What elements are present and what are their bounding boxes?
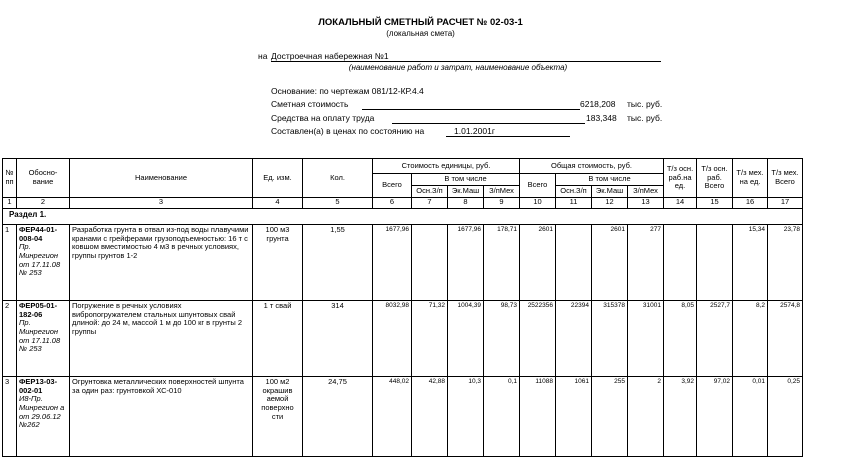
- header-unit-total: Всего: [373, 174, 412, 198]
- wage-underline: [392, 123, 585, 124]
- header-unit-zp-mekh: З/пМех: [484, 186, 520, 198]
- row-c14: 3,92: [664, 377, 697, 457]
- col-number: 12: [592, 198, 628, 209]
- row-code: ФЕР44-01-008-04: [19, 225, 58, 243]
- row-c8: 10,3: [448, 377, 484, 457]
- header-basis: Обосно- вание: [17, 159, 70, 198]
- table-row: [3, 225, 803, 301]
- col-number: 10: [520, 198, 556, 209]
- row-code-cell: [17, 225, 70, 301]
- row-c12: 315378: [592, 301, 628, 377]
- header-tz-mekh-total: Т/з мех. Всего: [768, 159, 803, 198]
- row-c11: [556, 225, 592, 301]
- row-c8: 1677,96: [448, 225, 484, 301]
- cost-value: 6218,208: [580, 99, 616, 109]
- row-c6: 448,02: [373, 377, 412, 457]
- row-c10: 2601: [520, 225, 556, 301]
- row-c15: 97,02: [697, 377, 733, 457]
- row-c10: 11088: [520, 377, 556, 457]
- row-c14: [664, 225, 697, 301]
- col-number: 14: [664, 198, 697, 209]
- cost-underline: [362, 109, 580, 110]
- row-c14: 8,05: [664, 301, 697, 377]
- row-c10: 2522356: [520, 301, 556, 377]
- header-sum-ek-mash: Эк.Маш: [592, 186, 628, 198]
- row-code-cell: [17, 377, 70, 457]
- col-number: 16: [733, 198, 768, 209]
- row-code-note: Пр. Минрегион от 17.11.08 № 253: [19, 318, 61, 354]
- prices-label: Составлен(а) в ценах по состоянию на: [271, 126, 425, 136]
- row-c13: 31001: [628, 301, 664, 377]
- row-c13: 2: [628, 377, 664, 457]
- header-sum-incl: В том числе: [556, 174, 664, 186]
- col-number: 5: [303, 198, 373, 209]
- col-number: 1: [3, 198, 17, 209]
- col-number: 4: [253, 198, 303, 209]
- row-c12: 2601: [592, 225, 628, 301]
- header-unit: Ед. изм.: [253, 159, 303, 198]
- col-number: 9: [484, 198, 520, 209]
- estimate-title: ЛОКАЛЬНЫЙ СМЕТНЫЙ РАСЧЕТ № 02-03-1: [318, 17, 523, 28]
- col-number: 8: [448, 198, 484, 209]
- row-c17: 0,25: [768, 377, 803, 457]
- header-tz-osn-total: Т/з осн. раб. Всего: [697, 159, 733, 198]
- header-sum-osn-zp: Осн.З/п: [556, 186, 592, 198]
- row-c6: 8032,98: [373, 301, 412, 377]
- row-c9: 0,1: [484, 377, 520, 457]
- row-c7: [412, 225, 448, 301]
- row-c16: 8,2: [733, 301, 768, 377]
- row-name: Погружение в речных условиях вибропогружателем стальных шпунтовых свай длиной: до 24 м, массой 1 м до 100 кг в грунты 2 группы: [70, 301, 253, 377]
- row-c7: 42,88: [412, 377, 448, 457]
- table-row: [3, 377, 803, 457]
- row-code-note: И8-Пр. Минрегион а от 29.06.12 №262: [19, 394, 65, 430]
- estimate-table: [2, 158, 803, 457]
- row-unit: 100 м2 окрашив аемой поверхно сти: [253, 377, 303, 457]
- row-num: 3: [3, 377, 17, 457]
- header-tz-osn-unit: Т/з осн. раб.на ед.: [664, 159, 697, 198]
- object-hint: (наименование работ и затрат, наименование объекта): [348, 63, 568, 72]
- wage-value: 183,348: [586, 113, 617, 123]
- row-code: ФЕР13-03-002-01: [19, 377, 58, 395]
- header-unit-osn-zp: Осн.З/п: [412, 186, 448, 198]
- col-number: 7: [412, 198, 448, 209]
- col-number: 13: [628, 198, 664, 209]
- row-c15: 2527,7: [697, 301, 733, 377]
- row-c9: 178,71: [484, 225, 520, 301]
- header-sum-zp-mekh: З/пМех: [628, 186, 664, 198]
- estimate-subtitle: (локальная смета): [386, 29, 455, 38]
- row-qty: 1,55: [303, 225, 373, 301]
- row-c16: 15,34: [733, 225, 768, 301]
- wage-label: Средства на оплату труда: [271, 113, 375, 123]
- row-code: ФЕР05-01-182-06: [19, 301, 58, 319]
- wage-unit: тыс. руб.: [627, 113, 663, 123]
- section-title: Раздел 1.: [3, 209, 803, 225]
- row-unit: 100 м3 грунта: [253, 225, 303, 301]
- cost-label: Сметная стоимость: [271, 99, 349, 109]
- row-c16: 0,01: [733, 377, 768, 457]
- cost-unit: тыс. руб.: [627, 99, 663, 109]
- col-number: 11: [556, 198, 592, 209]
- header-name: Наименование: [70, 159, 253, 198]
- row-c15: [697, 225, 733, 301]
- row-c9: 98,73: [484, 301, 520, 377]
- row-c17: 2574,8: [768, 301, 803, 377]
- row-num: 2: [3, 301, 17, 377]
- header-total-cost: Общая стоимость, руб.: [520, 159, 664, 174]
- header-sum-total: Всего: [520, 174, 556, 198]
- row-c6: 1677,96: [373, 225, 412, 301]
- header-unit-cost: Стоимость единицы, руб.: [373, 159, 520, 174]
- basis-text: Основание: по чертежам 081/12-КР.4.4: [271, 86, 424, 96]
- col-number: 2: [17, 198, 70, 209]
- col-number: 3: [70, 198, 253, 209]
- row-name: Огрунтовка металлических поверхностей шпунта за один раз: грунтовкой ХС-010: [70, 377, 253, 457]
- prices-line: [446, 126, 570, 137]
- col-number: 17: [768, 198, 803, 209]
- row-code-note: Пр. Минрегион от 17.11.08 № 253: [19, 242, 61, 278]
- header-unit-ek-mash: Эк.Маш: [448, 186, 484, 198]
- row-num: 1: [3, 225, 17, 301]
- header-qty: Кол.: [303, 159, 373, 198]
- row-qty: 24,75: [303, 377, 373, 457]
- row-c8: 1004,39: [448, 301, 484, 377]
- row-c13: 277: [628, 225, 664, 301]
- header-tz-mekh-unit: Т/з мех. на ед.: [733, 159, 768, 198]
- col-number: 15: [697, 198, 733, 209]
- object-name: Достроечная набережная №1: [271, 51, 661, 62]
- row-unit: 1 т свай: [253, 301, 303, 377]
- row-c11: 1061: [556, 377, 592, 457]
- row-code-cell: [17, 301, 70, 377]
- row-c17: 23,78: [768, 225, 803, 301]
- header-num: № пп: [3, 159, 17, 198]
- row-qty: 314: [303, 301, 373, 377]
- object-label: на: [258, 51, 268, 61]
- prices-value: 1.01.2001г: [454, 126, 495, 136]
- row-name: Разработка грунта в отвал из-под воды плавучими кранами с грейферами грузоподъемностью: 16 т с ковшом вместимостью 4 м3 в речных условиях, группы грунтов 1-2: [70, 225, 253, 301]
- col-number: 6: [373, 198, 412, 209]
- row-c12: 255: [592, 377, 628, 457]
- row-c11: 22394: [556, 301, 592, 377]
- table-row: [3, 301, 803, 377]
- header-unit-incl: В том числе: [412, 174, 520, 186]
- row-c7: 71,32: [412, 301, 448, 377]
